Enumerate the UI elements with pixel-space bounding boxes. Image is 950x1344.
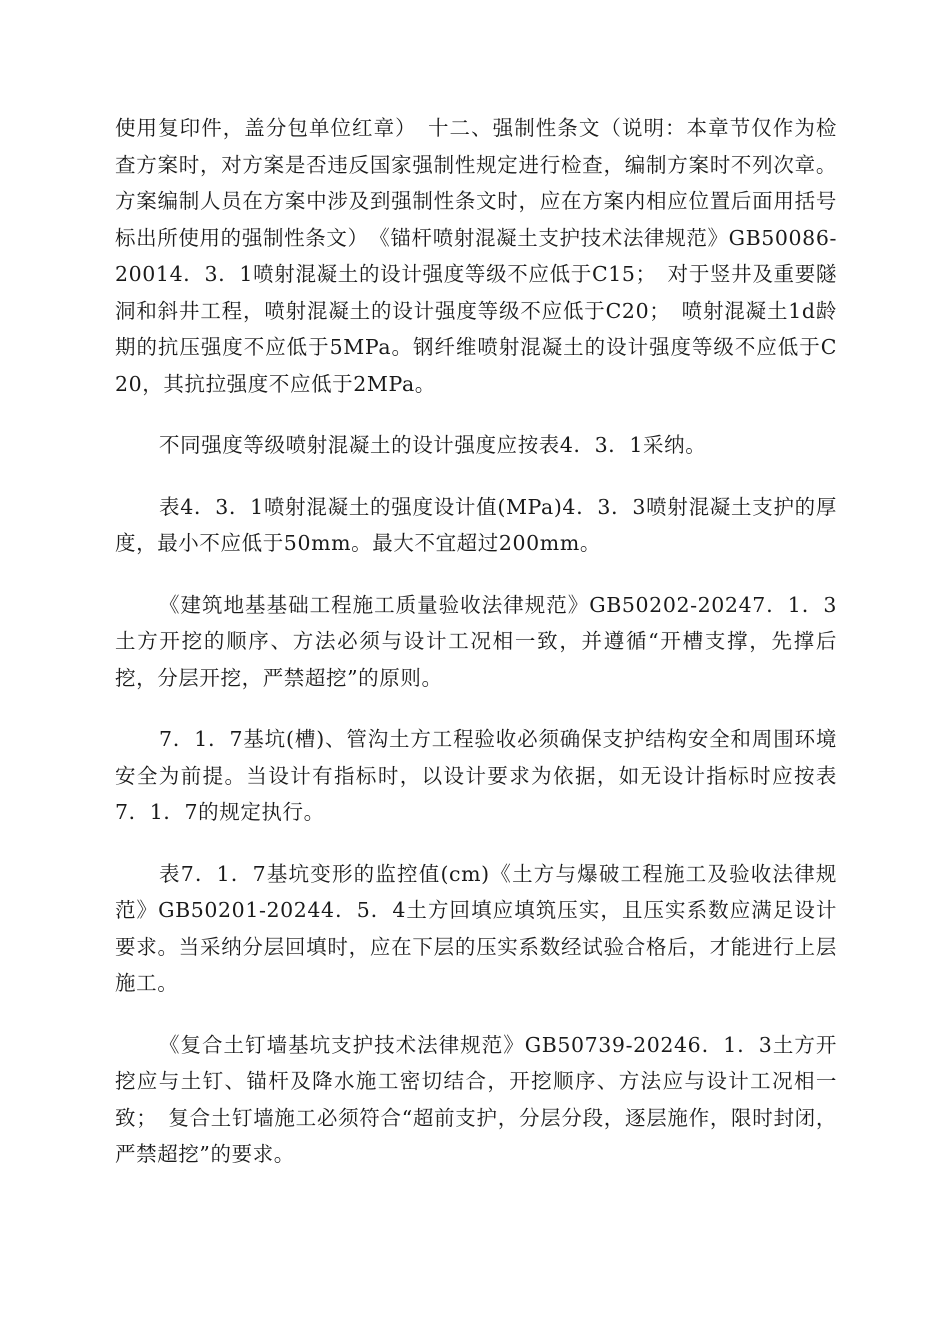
paragraph: 《建筑地基基础工程施工质量验收法律规范》GB50202-20247．1．3土方开挖的顺序、方法必须与设计工况相一致，并遵循“开槽支撑，先撑后挖，分层开挖，严禁超挖”的原则。 bbox=[115, 592, 837, 690]
document-body bbox=[115, 110, 837, 1198]
paragraph: 表4．3．1喷射混凝土的强度设计值(MPa)4．3．3喷射混凝土支护的厚度，最小不应低于50mm。最大不宜超过200mm。 bbox=[115, 494, 837, 555]
paragraph: 使用复印件，盖分包单位红章） 十二、强制性条文（说明：本章节仅作为检查方案时，对方案是否违反国家强制性规定进行检查，编制方案时不列次章。方案编制人员在方案中涉及到强制性条文时，应在方案内相应位置后面用括号标出所使用的强制性条文） 《锚杆喷射混凝土支护技术法律规范》GB50086-20014．3．1喷射混凝土的设计强度等级不应低于C15； 对于竖井及重要隧洞和斜井工程，喷射混凝土的设计强度等级不应低于C20； 喷射混凝土1d龄期的抗压强度不应低于5MPa。钢纤维喷射混凝土的设计强度等级不应低于C20，其抗拉强度不应低于2MPa。 bbox=[115, 116, 837, 396]
paragraph: 表7．1．7基坑变形的监控值(cm)《土方与爆破工程施工及验收法律规范》GB50201-20244．5．4土方回填应填筑压实，且压实系数应满足设计要求。当采纳分层回填时，应在下层的压实系数经试验合格后，才能进行上层施工。 bbox=[115, 861, 837, 995]
paragraph: 不同强度等级喷射混凝土的设计强度应按表4．3．1采纳。 bbox=[159, 433, 707, 457]
paragraph: 7．1．7基坑(槽)、管沟土方工程验收必须确保支护结构安全和周围环境安全为前提。当设计有指标时，以设计要求为依据，如无设计指标时应按表7．1．7的规定执行。 bbox=[115, 727, 837, 824]
paragraph: 《复合土钉墙基坑支护技术法律规范》GB50739-20246．1．3土方开挖应与土钉、锚杆及降水施工密切结合，开挖顺序、方法应与设计工况相一致； 复合土钉墙施工必须符合“超前支护，分层分段，逐层施作，限时封闭，严禁超挖”的要求。 bbox=[115, 1032, 837, 1166]
